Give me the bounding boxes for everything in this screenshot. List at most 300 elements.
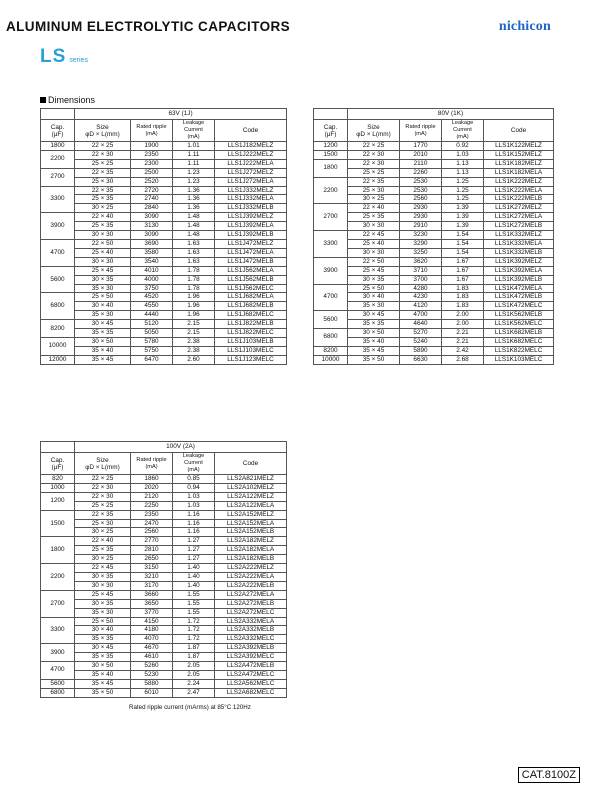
code-cell: LLS1J103MELC [215, 346, 287, 355]
code-cell: LLS1J822MELB [215, 320, 287, 329]
ripple-cell: 2500 [131, 168, 173, 177]
table-row [41, 248, 287, 257]
size-cell: 22 × 50 [75, 239, 131, 248]
ripple-cell: 4280 [400, 284, 442, 293]
table-row [41, 572, 287, 581]
leakage-cell: 1.96 [173, 302, 215, 311]
code-cell: LLS1K682MELC [484, 337, 554, 346]
size-cell: 25 × 45 [75, 266, 131, 275]
code-cell: LLS1J392MELA [215, 222, 287, 231]
table-row [314, 204, 554, 213]
code-cell: LLS2A562MELC [215, 679, 287, 688]
leak-header-unit: (mA) [456, 134, 469, 140]
cap-cell: 1800 [41, 537, 75, 564]
size-cell: 35 × 45 [75, 679, 131, 688]
code-cell: LLS2A821MELZ [215, 475, 287, 484]
cap-cell: 10000 [314, 355, 348, 364]
code-cell: LLS1J682MELB [215, 302, 287, 311]
leak-header [173, 453, 215, 475]
size-cell: 30 × 40 [75, 302, 131, 311]
code-cell: LLS1K392MELB [484, 275, 554, 284]
code-cell: LLS1K122MELZ [484, 142, 554, 151]
ripple-cell: 4180 [131, 626, 173, 635]
code-cell: LLS1J332MELB [215, 204, 287, 213]
code-cell: LLS2A682MELC [215, 688, 287, 697]
cap-cell: 5600 [314, 311, 348, 329]
size-cell: 25 × 30 [75, 177, 131, 186]
code-cell: LLS2A152MELB [215, 528, 287, 537]
size-cell: 22 × 45 [75, 564, 131, 573]
size-header [75, 120, 131, 142]
cap-cell: 820 [41, 475, 75, 484]
ripple-cell: 3230 [400, 231, 442, 240]
leakage-cell: 1.55 [173, 599, 215, 608]
leakage-cell: 1.72 [173, 626, 215, 635]
leakage-cell: 1.83 [442, 284, 484, 293]
leakage-cell: 1.16 [173, 528, 215, 537]
table-row [314, 293, 554, 302]
ripple-cell: 3090 [131, 213, 173, 222]
size-cell: 30 × 30 [75, 231, 131, 240]
code-cell: LLS1J472MELZ [215, 239, 287, 248]
ripple-cell: 6010 [131, 688, 173, 697]
ripple-cell: 2120 [131, 492, 173, 501]
leakage-cell: 1.67 [442, 257, 484, 266]
size-header-sub: φD × L(mm) [85, 463, 120, 471]
table-row [41, 320, 287, 329]
ripple-cell: 4640 [400, 320, 442, 329]
leakage-cell: 1.13 [442, 159, 484, 168]
size-cell: 22 × 25 [75, 475, 131, 484]
cap-header-sub: (μF) [324, 130, 337, 138]
size-cell: 30 × 35 [75, 599, 131, 608]
table-row [41, 257, 287, 266]
size-cell: 22 × 35 [348, 177, 400, 186]
ripple-cell: 4150 [131, 617, 173, 626]
size-cell: 25 × 25 [75, 159, 131, 168]
leakage-cell: 1.01 [173, 142, 215, 151]
ripple-cell: 2530 [400, 177, 442, 186]
column-header-row [41, 120, 287, 142]
size-cell: 35 × 35 [348, 320, 400, 329]
ripple-cell: 2350 [131, 510, 173, 519]
table-row [41, 329, 287, 338]
ripple-cell: 1860 [131, 475, 173, 484]
size-cell: 35 × 40 [75, 670, 131, 679]
table-row [41, 213, 287, 222]
leakage-cell: 1.48 [173, 222, 215, 231]
code-cell: LLS2A222MELB [215, 581, 287, 590]
code-cell: LLS1J682MELA [215, 293, 287, 302]
ripple-cell: 2350 [131, 150, 173, 159]
series-word: series [69, 57, 88, 64]
cap-cell: 8200 [41, 320, 75, 338]
code-cell: LLS2A272MELC [215, 608, 287, 617]
size-header [348, 120, 400, 142]
leakage-cell: 1.11 [173, 150, 215, 159]
code-cell: LLS2A182MELZ [215, 537, 287, 546]
table-row [41, 177, 287, 186]
size-cell: 30 × 35 [75, 275, 131, 284]
table-row [41, 635, 287, 644]
leakage-cell: 1.78 [173, 275, 215, 284]
code-cell: LLS1J332MELA [215, 195, 287, 204]
code-header [215, 120, 287, 142]
table-row [314, 231, 554, 240]
leakage-cell: 0.85 [173, 475, 215, 484]
table-row [41, 528, 287, 537]
cap-cell: 5600 [41, 679, 75, 688]
ripple-cell: 5230 [131, 670, 173, 679]
cap-header-sub: (μF) [51, 463, 64, 471]
ripple-cell: 4550 [131, 302, 173, 311]
voltage-header: 63V (1J) [75, 109, 287, 120]
table-row [41, 159, 287, 168]
leakage-cell: 1.16 [173, 510, 215, 519]
size-cell: 30 × 45 [75, 644, 131, 653]
leakage-cell: 1.40 [173, 581, 215, 590]
cap-cell: 1500 [41, 510, 75, 537]
table-row [41, 204, 287, 213]
table-row [41, 475, 287, 484]
code-cell: LLS2A472MELC [215, 670, 287, 679]
cap-cell: 5600 [41, 266, 75, 293]
table-row [41, 501, 287, 510]
ripple-cell: 2810 [131, 546, 173, 555]
leakage-cell: 1.40 [173, 564, 215, 573]
leakage-cell: 1.78 [173, 266, 215, 275]
cap-cell: 2700 [41, 168, 75, 186]
cap-header-label: Cap. [323, 123, 338, 131]
ripple-cell: 3580 [131, 248, 173, 257]
table-row [314, 150, 554, 159]
leak-header-sub: Current [453, 127, 472, 133]
series-code: LS [40, 46, 67, 67]
ripple-cell: 5780 [131, 337, 173, 346]
ripple-cell: 2110 [400, 159, 442, 168]
ripple-cell: 2530 [400, 186, 442, 195]
leakage-cell: 1.16 [173, 519, 215, 528]
ripple-header [131, 120, 173, 142]
size-cell: 25 × 45 [75, 590, 131, 599]
leakage-cell: 1.25 [442, 177, 484, 186]
ripple-header-label: Rated ripple [136, 456, 167, 463]
code-cell: LLS1K272MELB [484, 222, 554, 231]
size-header-label: Size [96, 456, 109, 464]
size-cell: 30 × 45 [75, 320, 131, 329]
code-cell: LLS1J682MELC [215, 311, 287, 320]
leakage-cell: 1.36 [173, 204, 215, 213]
ripple-cell: 4670 [131, 644, 173, 653]
table-row [41, 608, 287, 617]
code-cell: LLS2A272MELB [215, 599, 287, 608]
code-cell: LLS1J332MELZ [215, 186, 287, 195]
cap-cell: 3300 [41, 186, 75, 213]
size-cell: 30 × 40 [348, 293, 400, 302]
code-cell: LLS1K272MELA [484, 213, 554, 222]
ripple-cell: 4010 [131, 266, 173, 275]
ripple-cell: 1770 [400, 142, 442, 151]
code-cell: LLS1J562MELA [215, 266, 287, 275]
table-row [41, 284, 287, 293]
cap-cell: 3900 [314, 257, 348, 284]
ripple-cell: 2250 [131, 501, 173, 510]
ripple-cell: 2520 [131, 177, 173, 186]
leak-header-label: Leakage [182, 453, 205, 459]
leakage-cell: 1.67 [442, 266, 484, 275]
cap-cell: 6800 [314, 329, 348, 347]
ripple-cell: 2300 [131, 159, 173, 168]
code-cell: LLS1K332MELA [484, 239, 554, 248]
cap-cell: 4700 [41, 662, 75, 680]
header-spacer [41, 109, 75, 120]
code-cell: LLS1K472MELA [484, 284, 554, 293]
ripple-cell: 2840 [131, 204, 173, 213]
column-header-row [41, 453, 287, 475]
size-cell: 22 × 30 [348, 159, 400, 168]
header-spacer [314, 109, 348, 120]
size-cell: 25 × 40 [348, 239, 400, 248]
code-cell: LLS1K103MELC [484, 355, 554, 364]
leakage-cell: 1.03 [173, 492, 215, 501]
code-cell: LLS1K222MELA [484, 186, 554, 195]
ripple-cell: 5880 [131, 679, 173, 688]
ripple-cell: 5240 [400, 337, 442, 346]
table-row [314, 177, 554, 186]
size-cell: 25 × 35 [75, 195, 131, 204]
table-row [41, 653, 287, 662]
code-cell: LLS1K822MELC [484, 346, 554, 355]
size-cell: 22 × 40 [75, 537, 131, 546]
ripple-cell: 5750 [131, 346, 173, 355]
table-row [41, 546, 287, 555]
ripple-cell: 2560 [400, 195, 442, 204]
leakage-cell: 1.27 [173, 537, 215, 546]
leakage-cell: 2.38 [173, 337, 215, 346]
size-cell: 22 × 50 [348, 257, 400, 266]
table-row [314, 355, 554, 364]
ripple-cell: 4070 [131, 635, 173, 644]
ripple-cell: 5050 [131, 329, 173, 338]
table-row [314, 168, 554, 177]
code-cell: LLS1K472MELB [484, 293, 554, 302]
size-cell: 22 × 40 [75, 213, 131, 222]
ripple-cell: 2740 [131, 195, 173, 204]
leakage-cell: 1.27 [173, 546, 215, 555]
code-cell: LLS1K392MELA [484, 266, 554, 275]
leakage-cell: 0.94 [173, 483, 215, 492]
code-header [215, 453, 287, 475]
size-cell: 30 × 35 [75, 572, 131, 581]
cap-cell: 2700 [314, 204, 348, 231]
size-cell: 22 × 35 [75, 186, 131, 195]
ripple-header-label: Rated ripple [136, 123, 167, 130]
leakage-cell: 1.55 [173, 608, 215, 617]
table-row [41, 617, 287, 626]
table-row [314, 142, 554, 151]
table-row [41, 222, 287, 231]
code-cell: LLS1K222MELZ [484, 177, 554, 186]
size-cell: 25 × 35 [75, 546, 131, 555]
code-cell: LLS1J272MELA [215, 177, 287, 186]
table-row [41, 519, 287, 528]
ripple-cell: 4520 [131, 293, 173, 302]
ripple-cell: 2560 [131, 528, 173, 537]
table-row [41, 662, 287, 671]
leakage-cell: 2.68 [442, 355, 484, 364]
size-cell: 35 × 35 [75, 653, 131, 662]
leak-header [173, 120, 215, 142]
voltage-row [314, 109, 554, 120]
leakage-cell: 1.54 [442, 248, 484, 257]
cap-cell: 12000 [41, 355, 75, 364]
table-row [41, 555, 287, 564]
size-cell: 25 × 40 [75, 248, 131, 257]
cap-cell: 1000 [41, 483, 75, 492]
ripple-cell: 2910 [400, 222, 442, 231]
code-header-label: Code [510, 127, 527, 134]
cap-cell: 1200 [314, 142, 348, 151]
leakage-cell: 1.78 [173, 284, 215, 293]
ripple-header [131, 453, 173, 475]
size-cell: 30 × 50 [75, 337, 131, 346]
size-cell: 22 × 25 [75, 142, 131, 151]
table-row [41, 355, 287, 364]
size-cell: 25 × 25 [348, 168, 400, 177]
leakage-cell: 1.25 [442, 186, 484, 195]
table-row [41, 302, 287, 311]
table-row [41, 239, 287, 248]
size-header-sub: φD × L(mm) [356, 130, 391, 138]
size-cell: 22 × 25 [348, 142, 400, 151]
code-cell: LLS1J222MELA [215, 159, 287, 168]
table-row [314, 248, 554, 257]
leakage-cell: 1.83 [442, 293, 484, 302]
leak-header [442, 120, 484, 142]
size-cell: 30 × 30 [348, 222, 400, 231]
leakage-cell: 1.39 [442, 204, 484, 213]
size-cell: 35 × 30 [75, 311, 131, 320]
table-row [41, 168, 287, 177]
code-cell: LLS2A152MELZ [215, 510, 287, 519]
table-row [314, 337, 554, 346]
size-cell: 25 × 30 [75, 519, 131, 528]
code-cell: LLS2A122MELZ [215, 492, 287, 501]
brand-logo: nichicon [498, 19, 551, 34]
leakage-cell: 1.72 [173, 635, 215, 644]
size-cell: 30 × 30 [348, 248, 400, 257]
column-header-row [314, 120, 554, 142]
size-cell: 30 × 25 [75, 204, 131, 213]
code-cell: LLS1J182MELZ [215, 142, 287, 151]
table-row [41, 688, 287, 697]
ripple-cell: 5120 [131, 320, 173, 329]
cap-cell: 3900 [41, 213, 75, 240]
code-cell: LLS2A472MELB [215, 662, 287, 671]
cap-header [41, 453, 75, 475]
code-header-label: Code [242, 127, 259, 134]
square-bullet-icon [40, 97, 46, 103]
code-cell: LLS2A182MELA [215, 546, 287, 555]
table-row [314, 302, 554, 311]
size-cell: 35 × 45 [75, 355, 131, 364]
leakage-cell: 1.72 [173, 617, 215, 626]
code-cell: LLS2A392MELB [215, 644, 287, 653]
table-row [314, 195, 554, 204]
ripple-cell: 3540 [131, 257, 173, 266]
voltage-header: 80V (1K) [348, 109, 554, 120]
leakage-cell: 1.96 [173, 311, 215, 320]
table-row [41, 231, 287, 240]
size-cell: 35 × 50 [348, 355, 400, 364]
code-cell: LLS1J222MELZ [215, 150, 287, 159]
cap-cell: 2200 [41, 150, 75, 168]
leakage-cell: 2.15 [173, 320, 215, 329]
size-cell: 35 × 30 [348, 302, 400, 311]
ripple-cell: 2650 [131, 555, 173, 564]
code-cell: LLS1K152MELZ [484, 150, 554, 159]
ripple-cell: 2010 [400, 150, 442, 159]
ripple-cell: 2720 [131, 186, 173, 195]
ripple-cell: 4000 [131, 275, 173, 284]
leakage-cell: 2.05 [173, 662, 215, 671]
ripple-cell: 2930 [400, 204, 442, 213]
ripple-cell: 2930 [400, 213, 442, 222]
cap-cell: 1500 [314, 150, 348, 159]
leakage-cell: 1.55 [173, 590, 215, 599]
ripple-cell: 3620 [400, 257, 442, 266]
leak-header-label: Leakage [451, 120, 474, 126]
table-row [41, 142, 287, 151]
size-cell: 35 × 35 [75, 635, 131, 644]
code-cell: LLS1K392MELZ [484, 257, 554, 266]
code-cell: LLS1K222MELB [484, 195, 554, 204]
ripple-cell: 2470 [131, 519, 173, 528]
code-cell: LLS2A122MELA [215, 501, 287, 510]
ripple-cell: 4440 [131, 311, 173, 320]
table-row [41, 510, 287, 519]
table-row [314, 222, 554, 231]
ripple-cell: 3130 [131, 222, 173, 231]
ripple-cell: 2770 [131, 537, 173, 546]
cap-cell: 2700 [41, 590, 75, 617]
ripple-cell: 4120 [400, 302, 442, 311]
ripple-cell: 1900 [131, 142, 173, 151]
ripple-header-label: Rated ripple [405, 123, 436, 130]
table-row [314, 213, 554, 222]
code-cell: LLS2A102MELZ [215, 483, 287, 492]
table-row [314, 275, 554, 284]
voltage-row [41, 442, 287, 453]
size-cell: 35 × 35 [75, 329, 131, 338]
code-cell: LLS1J392MELB [215, 231, 287, 240]
leakage-cell: 2.05 [173, 670, 215, 679]
table-row [41, 311, 287, 320]
ripple-cell: 5260 [131, 662, 173, 671]
size-header [75, 453, 131, 475]
table-row [314, 257, 554, 266]
leakage-cell: 1.23 [173, 168, 215, 177]
size-cell: 30 × 30 [75, 257, 131, 266]
table-row [41, 150, 287, 159]
leakage-cell: 2.00 [442, 311, 484, 320]
cap-cell: 3300 [314, 231, 348, 258]
leakage-cell: 1.48 [173, 213, 215, 222]
cap-cell: 6800 [41, 293, 75, 320]
size-cell: 25 × 50 [75, 293, 131, 302]
ripple-cell: 6630 [400, 355, 442, 364]
size-cell: 22 × 30 [75, 483, 131, 492]
